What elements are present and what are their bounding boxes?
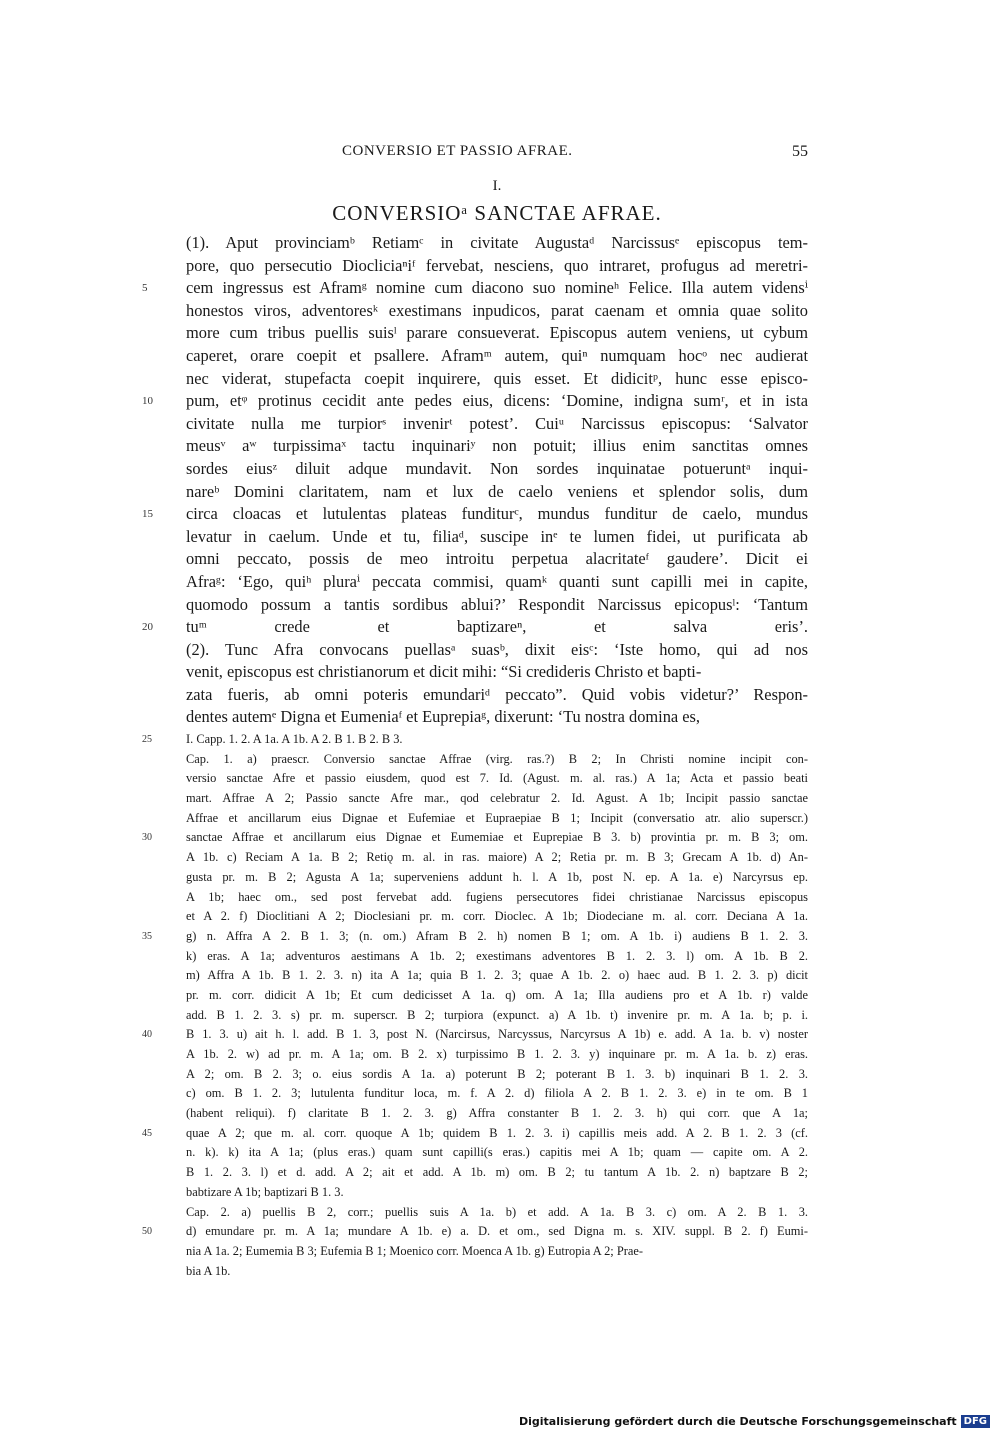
apparatus-line [186,1242,808,1262]
text-line [186,571,808,594]
apparatus-line [186,1006,808,1026]
line-text: (1). Aput provinciamᵇ Retiamᶜ in civitate Augustaᵈ Narcissusᵉ episcopus tem- [186,233,808,252]
page-number: 55 [792,143,808,160]
text-line [186,435,808,458]
text-line [142,390,808,413]
text-line [186,594,808,617]
line-text: g) n. Affra A 2. B 1. 3; (n. om.) Afram B 2. h) nomen B 1; om. A 1b. i) audiens B 1. 2. 3. [186,928,808,943]
line-text: nia A 1a. 2; Eumemia B 3; Eufemia B 1; Moenico corr. Moenca A 1b. g) Eutropia A 2; Prae- [186,1243,643,1258]
line-text: quomodo possum a tantis sordibus ablui?’ Respondit Narcissus epicopusˡ: ‘Tantum [186,594,808,614]
text-line [186,661,808,684]
line-text: zata fueris, ab omni poteris emundariᵈ peccato”. Quid vobis videtur?’ Respon- [186,684,808,704]
line-text: honestos viros, adventoresᵏ exestimans inpudicos, parat caenam et omnia quae solito [186,300,808,320]
line-text: sanctae Affrae et ancillarum eius Dignae et Eumemiae et Euprepiae B 3. b) provintia pr. m. B 3; om. [186,830,808,845]
credit-text: Digitalisierung gefördert durch die Deutsche Forschungsgemeinschaft [518,1415,957,1428]
apparatus-line [186,868,808,888]
line-text: civitate nulla me turpiorˢ invenirᵗ potest’. Cuiᵘ Narcissus episcopus: ‘Salvator [186,413,808,433]
line-text: caperet, orare coepit et psallere. Aframᵐ autem, quiⁿ numquam hocᵒ nec audierat [186,345,808,365]
line-text: B 1. 2. 3. l) et d. add. A 2; ait et add. A 1b. m) om. B 2; tu tantum A 1b. 2. n) baptzare B 2; [186,1165,808,1180]
line-text: more cum tribus puellis suisˡ parare consueverat. Episcopus autem veniens, ut cybum [186,323,808,343]
apparatus-line [186,1143,808,1163]
apparatus-line [186,809,808,829]
line-text: Affrae et ancillarum eius Dignae et Eufemiae et Eupraepiae B 1; Incipit (conversatio atr. alio superscr.) [186,810,808,825]
text-line [186,345,808,368]
line-text: dentes autemᵉ Digna et Eumeniaᶠ et Euprepiaᵍ, dixerunt: ‘Tu nostra domina es, [186,707,701,727]
line-number: 45 [142,1127,152,1139]
apparatus-line [186,848,808,868]
apparatus-line [186,907,808,927]
line-text: bia A 1b. [186,1263,231,1278]
critical-apparatus [142,730,808,1281]
apparatus-line [142,1025,808,1045]
text-line [186,481,808,504]
text-line [186,322,808,345]
line-text: tuᵐ crede et baptizareⁿ, et salva eris’. [186,617,808,637]
apparatus-line [186,789,808,809]
line-text: d) emundare pr. m. A 1a; mundare A 1b. e) a. D. et om., sed Digna m. s. XIV. suppl. B 2. f) Eumi- [186,1224,808,1239]
line-text: meusᵛ aʷ turpissimaˣ tactu inquinariʸ non potuit; illius enim sanctitas omnes [186,436,808,456]
text-line [186,548,808,571]
text-line [186,368,808,391]
text-line [186,458,808,481]
line-number: 10 [142,395,153,408]
section-number: I. [492,178,502,194]
line-text: A 1b. c) Reciam A 1a. B 2; Retiǫ m. al. in ras. maiore) A 2; Retia pr. m. B 3; Grecam A 1b. d) An- [186,850,808,865]
apparatus-line [186,986,808,1006]
line-text: babtizare A 1b; baptizari B 1. 3. [186,1184,344,1199]
section-title: CONVERSIOᵃ SANCTAE AFRAE. [332,201,662,225]
apparatus-line [142,1222,808,1242]
line-text: (2). Tunc Afra convocans puellasᵃ suasᵇ, dixit eisᶜ: ‘Iste homo, qui ad nos [186,639,808,659]
apparatus-line [186,966,808,986]
line-text: Cap. 1. a) praescr. Conversio sanctae Affrae (virg. ras.?) B 2; In Christi nomine incipit con- [186,751,808,766]
apparatus-line [142,828,808,848]
line-number: 50 [142,1226,152,1238]
line-text: A 1b; haec om., sed post fervebat add. fugiens persecutores fidei christianae Narcissus episcopus [186,889,808,904]
line-number: 25 [142,734,152,745]
line-number: 20 [142,621,153,634]
text-line [186,639,808,662]
text-line [186,413,808,436]
text-line [186,255,808,278]
apparatus-line [142,1124,808,1144]
apparatus-line [186,1104,808,1124]
apparatus-line [186,750,808,770]
apparatus-line [186,1163,808,1183]
text-line [186,706,808,729]
line-text: Cap. 2. a) puellis B 2, corr.; puellis suis A 1a. b) et add. A 1a. B 3. c) om. A 2. B 1. 3. [186,1204,808,1219]
text-line [186,526,808,549]
line-text: A 1b. 2. w) ad pr. m. A 1a; om. B 2. x) turpissimo B 1. 2. 3. y) inquinare pr. m. A 1a. b. z) eras. [186,1047,808,1061]
apparatus-line [142,730,808,750]
line-number: 30 [142,832,152,844]
line-number: 5 [142,282,148,295]
line-text: quae A 2; que m. al. corr. quoque A 1b; quidem B 1. 2. 3. i) capillis meis add. A 2. B 1. 2. 3 (cf. [186,1125,808,1140]
apparatus-line [186,888,808,908]
line-text: nareᵇ Domini claritatem, nam et lux de caelo veniens et splendor solis, dum [186,481,808,501]
line-text: k) eras. A 1a; adventuros aestimans A 1b. 2; exestimans adventores B 1. 2. 3. l) om. A 1b. B 2. [186,948,808,963]
line-text: pum, etᵠ protinus cecidit ante pedes eius, dicens: ‘Domine, indigna sumʳ, et in ista [186,391,808,411]
line-text: mart. Affrae A 2; Passio sancte Afre mar., qod celebratur 2. Id. Agust. A 1b; Incipit passio sanctae [186,791,808,806]
apparatus-line [186,1065,808,1085]
line-text: et A 2. f) Dioclitiani A 2; Dioclesiani pr. m. corr. Dioclec. A 1b; Diodeciane m. al. corr. Deciana A 1a. [186,909,808,924]
line-number: 40 [142,1029,152,1041]
line-text: add. B 1. 2. 3. s) pr. m. superscr. B 2; turpiora (expunct. a) A 1b. t) invenire pr. m. A 1a. b; p. i. [186,1007,808,1022]
text-line [142,616,808,639]
line-text: cem ingressus est Aframᵍ nomine cum diacono suo nomineʰ Felice. Illa autem vidensⁱ [186,278,808,298]
dfg-logo: DFG [961,1415,990,1428]
apparatus-line [186,947,808,967]
line-number: 35 [142,930,152,942]
line-text: c) om. B 1. 2. 3; lutulenta funditur loca, m. f. A 2. d) filiola A 2. B 1. 2. 3. e) in te om. B 1 [186,1086,808,1101]
line-text: Afraᵍ: ‘Ego, quiʰ pluraⁱ peccata commisi, quamᵏ quanti sunt capilli mei in capite, [186,571,808,591]
text-line [142,503,808,526]
line-number: 15 [142,508,153,521]
line-text: A 2; om. B 2. 3; o. eius sordis A 1a. a) poterunt B 2; poterant B 1. 3. b) inquinari B 1. 2. 3. [186,1066,808,1081]
line-text: pr. m. corr. didicit A 1b; Et cum dedicisset A 1a. q) om. A 1a; Illa audiens pro et A 1b. r) valde [186,987,808,1002]
line-text: pore, quo persecutio Diocliciaⁿiᶠ fervebat, nesciens, quo intraret, profugus ad meretri- [186,255,808,275]
text-line [142,277,808,300]
line-text: circa cloacas et lutulentas plateas funditurᶜ, mundus funditur de caelo, mundus [186,504,808,524]
apparatus-line [186,769,808,789]
line-text: gusta pr. m. B 2; Agusta A 1a; superveniens addunt h. l. A 1b, post N. ep. A 1a. e) Narcyrsus ep. [186,869,808,884]
line-text: (habent reliqui). f) claritate B 1. 2. 3. g) Affra constanter B 1. 2. 3. h) qui corr. que A 1a; [186,1106,808,1121]
running-head [186,143,808,165]
text-line [186,684,808,707]
line-text: levatur in caelum. Unde et tu, filiaᵈ, suscipe inᵉ te lumen fidei, ut purificata ab [186,526,808,546]
line-text: venit, episcopus est christianorum et dicit mihi: “Si credideris Christo et bapti- [186,662,702,682]
line-text: B 1. 3. u) ait h. l. add. B 1. 3, post N. (Narcirsus, Narcyssus, Narcyrsus A 1b) e. add. A 1a. b. v) noster [186,1027,808,1042]
text-line [186,300,808,323]
running-title: CONVERSIO ET PASSIO AFRAE. [342,143,573,159]
apparatus-line [186,1203,808,1223]
apparatus-line [186,1262,808,1282]
apparatus-line [186,1084,808,1104]
line-text: n. k). k) ita A 1a; (plus eras.) quam sunt capilli(s eras.) capitis mei A 1b; quam — capite om. A 2. [186,1145,808,1160]
line-text: nec viderat, stupefacta coepit inquirere, quis esset. Et didicitᵖ, hunc esse episco- [186,368,808,388]
apparatus-line [142,927,808,947]
text-line [186,232,808,255]
line-text: omni peccato, possis de meo introitu perpetua alacritateᶠ gaudere’. Dicit ei [186,549,808,569]
line-text: m) Affra A 1b. B 1. 2. 3. n) ita A 1a; quia B 1. 2. 3; quae A 1b. 2. o) haec aud. B 1. 2. 3. p) dicit [186,968,808,983]
line-text: versio sanctae Afre et passio eiusdem, quod est 7. Id. (Agust. m. al. ras.) A 1a; Acta et passio beati [186,771,808,786]
footer-credit [519,1415,990,1428]
apparatus-line [186,1045,808,1065]
line-text: sordes eiusᶻ diluit adque mundavit. Non sordes inquinatae potueruntᵃ inqui- [186,458,808,478]
main-text-block [142,232,808,729]
apparatus-line [186,1183,808,1203]
line-text: I. Capp. 1. 2. A 1a. A 1b. A 2. B 1. B 2. B 3. [186,732,403,746]
